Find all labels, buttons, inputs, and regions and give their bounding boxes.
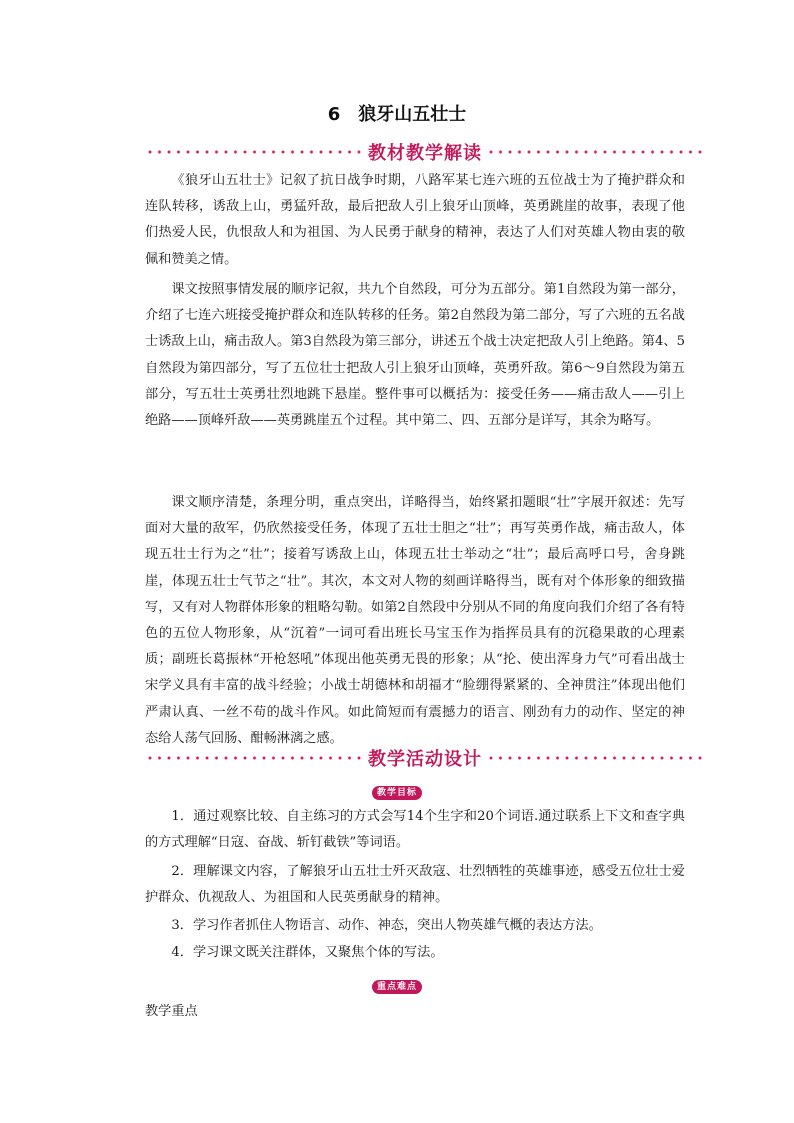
- goal-item-1: 1．通过观察比较、自主练习的方式会写14个生字和20个词语.通过联系上下文和查字典的方式理解“日寇、奋战、斩钉截铁”等词语。: [145, 809, 685, 851]
- goal-item-3: 3．学习作者抓住人物语言、动作、神态，突出人物英雄气概的表达方法。: [171, 918, 602, 933]
- goals-badge: [0, 780, 794, 800]
- lesson-title: [0, 100, 794, 126]
- reading-paragraph-2: 课文按照事情发展的顺序记叙，共九个自然段，可分为五部分。第1自然段为第一部分，介绍了七连六班接受掩护群众和连队转移的任务。第2自然段为第二部分，写了六班的五名战士诱敌上山，痛击敌人。第3自然段为第三部分，讲述五个战士决定把敌人引上绝路。第4、5自然段为第四部分，写了五位壮士把敌人引上狼牙山顶峰，英勇歼敌。第6～9自然段为第五部分，写五壮士英勇壮烈地跳下悬崖。整件事可以概括为：接受任务——痛击敌人——引上绝路——顶峰歼敌——英勇跳崖五个过程。其中第二、四、五部分是详写，其余为略写。: [145, 282, 685, 429]
- lesson-number: 6: [327, 104, 341, 125]
- dotted-rule-left: [145, 150, 364, 154]
- goal-item-4: 4．学习课文既关注群体，又聚焦个体的写法。: [171, 945, 444, 960]
- key-points-badge: [0, 974, 794, 994]
- section-title-design: 教学活动设计: [368, 749, 482, 770]
- key-points-badge-label: 重点难点: [372, 980, 422, 994]
- section-header-design: [145, 747, 705, 769]
- dotted-rule-right: [486, 756, 705, 760]
- key-points-label: 教学重点: [145, 1004, 198, 1019]
- dotted-rule-right: [486, 150, 705, 154]
- section-header-reading: [145, 141, 705, 163]
- lesson-title-text: 狼牙山五壮士: [358, 104, 467, 125]
- goal-item-2: 2．理解课文内容，了解狼牙山五壮士歼灭敌寇、壮烈牺牲的英雄事迹，感受五位壮士爱护群众、仇视敌人、为祖国和人民英勇献身的精神。: [145, 864, 685, 906]
- section-title-reading: 教材教学解读: [368, 143, 482, 164]
- dotted-rule-left: [145, 756, 364, 760]
- reading-paragraph-1: 《狼牙山五壮士》记叙了抗日战争时期，八路军某七连六班的五位战士为了掩护群众和连队转移，诱敌上山，勇猛歼敌，最后把敌人引上狼牙山顶峰，英勇跳崖的故事，表现了他们热爱人民，仇恨敌人和为祖国、为人民勇于献身的精神，表达了人们对英雄人物由衷的敬佩和赞美之情。: [145, 173, 685, 267]
- reading-paragraph-3: 课文顺序清楚，条理分明，重点突出，详略得当，始终紧扣题眼“壮”字展开叙述：先写面对大量的敌军，仍欣然接受任务，体现了五壮士胆之“壮”；再写英勇作战，痛击敌人，体现五壮士行为之“壮”；接着写诱敌上山，体现五壮士举动之“壮”；最后高呼口号，舍身跳崖，体现五壮士气节之“壮”。其次，本文对人物的刻画详略得当，既有对个体形象的细致描写，又有对人物群体形象的粗略勾勒。如第2自然段中分别从不同的角度向我们介绍了各有特色的五位人物形象，从“沉着”一词可看出班长马宝玉作为指挥员具有的沉稳果敢的心理素质；副班长葛振林“开枪怒吼”体现出他英勇无畏的形象；从“抡、使出浑身力气”可看出战士宋学义具有丰富的战斗经验；小战士胡德林和胡福才“脸绷得紧紧的、全神贯注”体现出他们严肃认真、一丝不苟的战斗作风。如此简短而有震撼力的语言、刚劲有力的动作、坚定的神态给人荡气回肠、酣畅淋漓之感。: [145, 495, 685, 746]
- goals-badge-label: 教学目标: [372, 786, 422, 800]
